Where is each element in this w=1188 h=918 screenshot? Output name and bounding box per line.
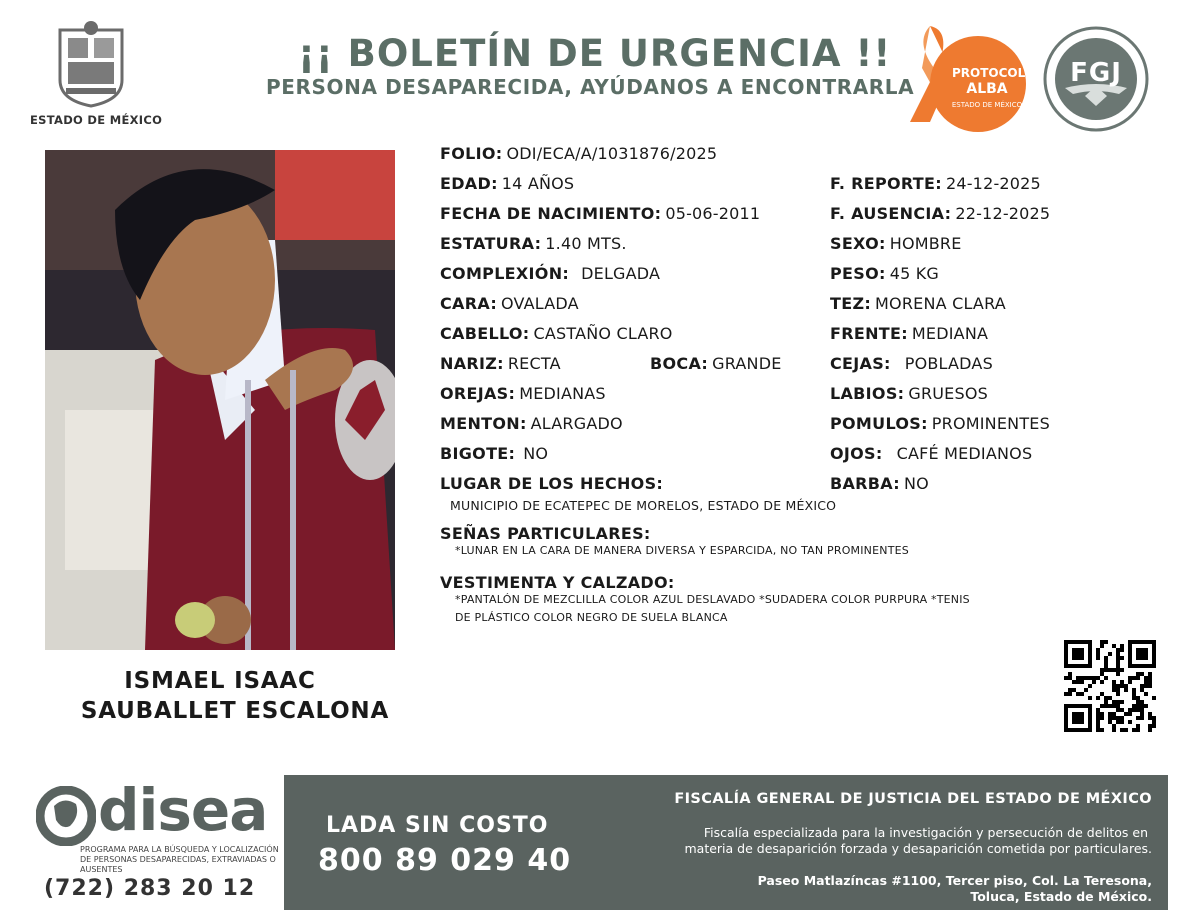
person-name-line2: SAUBALLET ESCALONA <box>80 698 390 724</box>
edad-label: EDAD: <box>440 174 498 193</box>
complexion-value: DELGADA <box>581 264 661 283</box>
lada-label: LADA SIN COSTO <box>326 813 549 838</box>
fgj-address-line2: Toluca, Estado de México. <box>970 889 1152 904</box>
orejas-value: MEDIANAS <box>519 384 606 403</box>
barba-label: BARBA: <box>830 474 900 493</box>
cabello-value: CASTAÑO CLARO <box>533 324 673 343</box>
menton-value: ALARGADO <box>530 414 623 433</box>
vestimenta-value-line2: DE PLÁSTICO COLOR NEGRO DE SUELA BLANCA <box>455 611 728 624</box>
estatura-value: 1.40 MTS. <box>545 234 627 253</box>
estatura-label: ESTATURA: <box>440 234 542 253</box>
field-cejas <box>830 354 993 376</box>
ojos-value: CAFÉ MEDIANOS <box>896 444 1033 463</box>
tez-value: MORENA CLARA <box>875 294 1006 313</box>
folio-value: ODI/ECA/A/1031876/2025 <box>506 144 718 163</box>
vestimenta-value-line1: *PANTALÓN DE MEZCLILLA COLOR AZUL DESLAVADO *SUDADERA COLOR PURPURA *TENIS <box>455 593 970 606</box>
field-senas <box>440 524 651 546</box>
lugar-value: MUNICIPIO DE ECATEPEC DE MORELOS, ESTADO DE MÉXICO <box>450 498 837 513</box>
bigote-label: BIGOTE: <box>440 444 516 463</box>
field-peso <box>830 264 939 286</box>
field-labios <box>830 384 988 406</box>
nariz-value: RECTA <box>507 354 561 373</box>
field-boca <box>650 354 782 376</box>
field-menton <box>440 414 623 436</box>
fecha-nacimiento-label: FECHA DE NACIMIENTO: <box>440 204 662 223</box>
footer-info-panel <box>284 775 1168 910</box>
labios-label: LABIOS: <box>830 384 905 403</box>
lada-number[interactable]: 800 89 029 40 <box>318 843 572 878</box>
frente-label: FRENTE: <box>830 324 908 343</box>
field-tez <box>830 294 1006 316</box>
alba-line1: PROTOCOLO <box>952 66 1036 80</box>
odisea-desc-line1: PROGRAMA PARA LA BÚSQUEDA Y LOCALIZACIÓN <box>80 845 279 854</box>
field-orejas <box>440 384 606 406</box>
orejas-label: OREJAS: <box>440 384 516 403</box>
alba-line2: ALBA <box>966 81 1008 97</box>
alba-line3: ESTADO DE MÉXICO <box>951 101 1023 109</box>
bulletin-subtitle: PERSONA DESAPARECIDA, AYÚDANOS A ENCONTRARLA <box>266 75 915 99</box>
senas-label: SEÑAS PARTICULARES: <box>440 524 651 543</box>
fecha-nacimiento-value: 05-06-2011 <box>665 204 761 223</box>
pomulos-value: PROMINENTES <box>931 414 1050 433</box>
field-sexo <box>830 234 962 256</box>
field-pomulos <box>830 414 1050 436</box>
state-label: ESTADO DE MÉXICO <box>30 113 163 127</box>
f-reporte-value: 24-12-2025 <box>945 174 1041 193</box>
cara-value: OVALADA <box>501 294 579 313</box>
nariz-label: NARIZ: <box>440 354 504 373</box>
field-fecha-nacimiento <box>440 204 760 226</box>
odisea-desc-line3: AUSENTES <box>80 865 123 874</box>
field-bigote <box>440 444 548 466</box>
frente-value: MEDIANA <box>911 324 989 343</box>
odisea-phone[interactable]: (722) 283 20 12 <box>44 876 256 901</box>
complexion-label: COMPLEXIÓN: <box>440 264 570 283</box>
f-ausencia-value: 22-12-2025 <box>955 204 1051 223</box>
fgj-desc-line1: Fiscalía especializada para la investigación y persecución de delitos en <box>703 825 1148 840</box>
field-barba <box>830 474 929 496</box>
field-complexion <box>440 264 660 286</box>
odisea-logo <box>36 786 96 846</box>
qr-code[interactable] <box>1064 640 1156 732</box>
field-frente <box>830 324 988 346</box>
field-f-reporte <box>830 174 1041 196</box>
fgj-address-line1: Paseo Matlazíncas #1100, Tercer piso, Col. La Teresona, <box>757 873 1152 888</box>
folio-label: FOLIO: <box>440 144 503 163</box>
fgj-seal <box>1043 26 1149 132</box>
peso-label: PESO: <box>830 264 886 283</box>
labios-value: GRUESOS <box>908 384 989 403</box>
tez-label: TEZ: <box>830 294 872 313</box>
cara-label: CARA: <box>440 294 498 313</box>
field-folio <box>440 144 717 166</box>
bigote-value: NO <box>523 444 549 463</box>
field-nariz <box>440 354 561 376</box>
field-cabello <box>440 324 673 346</box>
fgj-desc-line2: materia de desaparición forzada y desaparición cometida por particulares. <box>684 841 1152 856</box>
senas-value: *LUNAR EN LA CARA DE MANERA DIVERSA Y ESPARCIDA, NO TAN PROMINENTES <box>455 544 909 557</box>
ojos-label: OJOS: <box>830 444 883 463</box>
peso-value: 45 KG <box>889 264 940 283</box>
barba-value: NO <box>903 474 929 493</box>
field-cara <box>440 294 579 316</box>
missing-person-photo <box>45 150 395 650</box>
cejas-value: POBLADAS <box>904 354 993 373</box>
lugar-label: LUGAR DE LOS HECHOS: <box>440 474 664 493</box>
edad-value: 14 AÑOS <box>501 174 575 193</box>
sexo-label: SEXO: <box>830 234 886 253</box>
state-seal <box>52 20 130 108</box>
field-edad <box>440 174 574 196</box>
boca-label: BOCA: <box>650 354 709 373</box>
fgj-footer-title: FISCALÍA GENERAL DE JUSTICIA DEL ESTADO DE MÉXICO <box>674 791 1152 807</box>
protocolo-alba-logo <box>900 22 1036 132</box>
field-f-ausencia <box>830 204 1050 226</box>
odisea-brand: disea <box>98 776 268 844</box>
person-name-line1: ISMAEL ISAAC <box>124 668 316 694</box>
bulletin-title: ¡¡ BOLETÍN DE URGENCIA !! <box>298 32 892 75</box>
field-lugar <box>440 474 663 496</box>
cabello-label: CABELLO: <box>440 324 530 343</box>
pomulos-label: POMULOS: <box>830 414 928 433</box>
field-vestimenta <box>440 573 675 595</box>
vestimenta-label: VESTIMENTA Y CALZADO: <box>440 573 675 592</box>
cejas-label: CEJAS: <box>830 354 891 373</box>
fgj-seal-text: FGJ <box>1070 58 1122 88</box>
menton-label: MENTON: <box>440 414 527 433</box>
field-ojos <box>830 444 1032 466</box>
sexo-value: HOMBRE <box>889 234 962 253</box>
boca-value: GRANDE <box>712 354 782 373</box>
odisea-desc-line2: DE PERSONAS DESAPARECIDAS, EXTRAVIADAS O <box>80 855 276 864</box>
field-estatura <box>440 234 627 256</box>
f-reporte-label: F. REPORTE: <box>830 174 942 193</box>
f-ausencia-label: F. AUSENCIA: <box>830 204 952 223</box>
